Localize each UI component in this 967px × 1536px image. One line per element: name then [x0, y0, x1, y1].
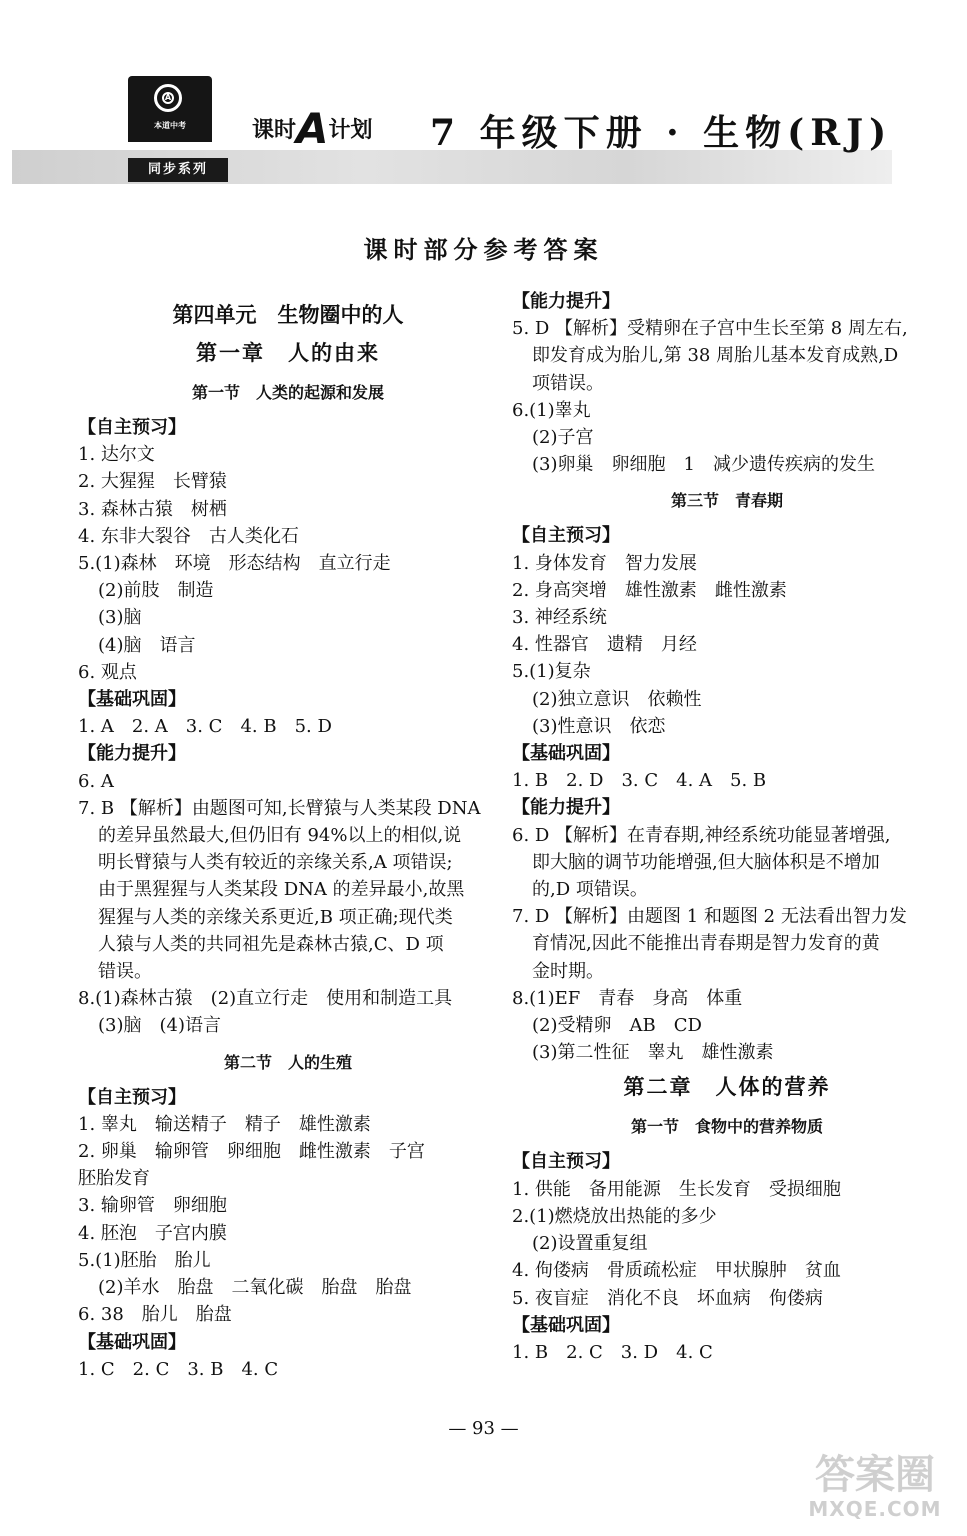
explanation-line: 即发育成为胎儿,第 38 周胎儿基本发育成熟,D	[532, 345, 899, 367]
explanation-line: 5. D 【解析】受精卵在子宫中生长至第 8 周左右,	[512, 318, 908, 340]
answer-line: 5. 夜盲症 消化不良 坏血病 佝偻病	[512, 1287, 823, 1309]
answer-line: (2)前肢 制造	[98, 580, 214, 602]
answer-line: (3)性意识 依恋	[532, 715, 666, 737]
answer-line: 5.(1)森林 环境 形态结构 直立行走	[78, 553, 391, 575]
explanation-line: 明长臂猿与人类有较近的亲缘关系,A 项错误;	[98, 852, 453, 874]
page-number: — 93 —	[448, 1418, 519, 1439]
answer-line: 【自主预习】	[78, 1086, 186, 1108]
answer-line: 【自主预习】	[512, 1151, 620, 1173]
section-title: 第一节 食物中的营养物质	[630, 1117, 823, 1137]
page-heading: 课时部分参考答案	[363, 235, 604, 264]
answer-line: 1. C 2. C 3. B 4. C	[78, 1358, 279, 1380]
explanation-line: 的差异虽然最大,但仍旧有 94%以上的相似,说	[98, 825, 462, 847]
answer-line: 【基础巩固】	[78, 689, 186, 711]
section-title: 第三节 青春期	[670, 491, 783, 511]
answer-line: 【基础巩固】	[512, 1314, 620, 1336]
answer-line: 3. 森林古猿 树栖	[78, 498, 227, 520]
answer-line: 6. A	[78, 770, 114, 792]
answer-line: 1. 身体发育 智力发展	[512, 552, 697, 574]
answer-line: 【能力提升】	[512, 291, 620, 312]
answer-line: (3)脑	[98, 607, 142, 629]
chapter-title: 第一章 人的由来	[196, 340, 380, 365]
explanation-line: 育情况,因此不能推出青春期是智力发育的黄	[532, 933, 880, 955]
answer-line: (2)设置重复组	[532, 1233, 648, 1255]
section-title: 第一节 人类的起源和发展	[191, 383, 384, 402]
answer-line: 4. 性器官 遗精 月经	[512, 634, 697, 656]
brand-logo: 课时A计划	[252, 104, 373, 153]
logo-circle-icon: A	[154, 84, 182, 112]
answer-line: 8.(1)森林古猿 (2)直立行走 使用和制造工具	[78, 988, 453, 1010]
answer-line: 2. 大猩猩 长臂猿	[78, 471, 227, 493]
explanation-line: 7. D 【解析】由题图 1 和题图 2 无法看出智力发	[512, 906, 907, 928]
explanation-line: 猩猩与人类的亲缘关系更近,B 项正确;现代类	[98, 906, 453, 928]
explanation-line: 6. D 【解析】在青春期,神经系统功能显著增强,	[512, 824, 891, 846]
answer-line: 6.(1)睾丸	[512, 399, 591, 421]
answer-line: (2)子宫	[532, 427, 594, 449]
answer-line: 【基础巩固】	[512, 743, 620, 765]
section-title: 第二节 人的生殖	[223, 1052, 352, 1072]
answer-line: 2. 卵巢 输卵管 卵细胞 雌性激素 子宫	[78, 1141, 425, 1163]
explanation-line: 由于黑猩猩与人类某段 DNA 的差异最小,故黑	[98, 879, 465, 901]
answer-line: (3)脑 (4)语言	[98, 1015, 221, 1037]
answer-line: 5.(1)胚胎 胎儿	[78, 1249, 211, 1271]
answer-line: 【能力提升】	[512, 797, 620, 819]
answer-line: 1. 供能 备用能源 生长发育 受损细胞	[512, 1178, 841, 1200]
answer-line: 胚胎发育	[78, 1168, 150, 1190]
answer-line: 1. B 2. D 3. C 4. A 5. B	[512, 770, 767, 792]
answer-line: (3)第二性征 睾丸 雄性激素	[532, 1042, 774, 1064]
answer-line: 【自主预习】	[512, 525, 620, 547]
right-column	[512, 288, 942, 1366]
answer-line: 3. 输卵管 卵细胞	[78, 1195, 227, 1217]
answer-line: 8.(1)EF 青春 身高 体重	[512, 987, 743, 1009]
explanation-line: 错误。	[98, 961, 152, 983]
answer-line: 4. 胚泡 子宫内膜	[78, 1222, 227, 1244]
site-watermark: 答案圈 MXQE.COM	[808, 1452, 942, 1521]
answer-line: (4)脑 语言	[98, 634, 196, 656]
answer-line: 4. 东非大裂谷 古人类化石	[78, 525, 299, 547]
answer-line: 1. 达尔文	[78, 444, 155, 466]
explanation-line: 金时期。	[532, 960, 604, 982]
answer-line: 1. 睾丸 输送精子 精子 雄性激素	[78, 1113, 371, 1135]
unit-title: 第四单元 生物圈中的人	[172, 302, 404, 327]
answer-line: 2. 身高突增 雄性激素 雌性激素	[512, 579, 787, 601]
answer-line: 【自主预习】	[78, 417, 186, 438]
logo-text: 本道中考	[154, 121, 186, 130]
explanation-line: 人猿与人类的共同祖先是森林古猿,C、D 项	[98, 933, 444, 955]
explanation-line: 即大脑的调节功能增强,但大脑体积是不增加	[532, 851, 880, 873]
answer-line: 4. 佝偻病 骨质疏松症 甲状腺肿 贫血	[512, 1260, 841, 1282]
answer-line: (3)卵巢 卵细胞 1 减少遗传疾病的发生	[532, 454, 875, 476]
answer-line: (2)羊水 胎盘 二氧化碳 胎盘 胎盘	[98, 1277, 412, 1299]
answer-line: 【基础巩固】	[78, 1331, 186, 1353]
answer-line: (2)独立意识 依赖性	[532, 688, 702, 710]
answer-line: (2)受精卵 AB CD	[532, 1015, 702, 1037]
series-tag: 同步系列	[128, 158, 228, 182]
chapter-title: 第二章 人体的营养	[623, 1074, 831, 1100]
answer-line: 5.(1)复杂	[512, 661, 591, 683]
left-column	[78, 288, 498, 1383]
explanation-line: 7. B 【解析】由题图可知,长臂猿与人类某段 DNA	[78, 797, 481, 819]
explanation-line: 项错误。	[532, 372, 604, 394]
answer-line: 【能力提升】	[78, 743, 186, 765]
publisher-logo	[128, 76, 212, 142]
answer-line: 6. 38 胎儿 胎盘	[78, 1304, 232, 1326]
book-title: 7 年级下册 · 生物(RJ)	[430, 112, 893, 154]
answer-line: 1. A 2. A 3. C 4. B 5. D	[78, 716, 332, 738]
answer-line: 2.(1)燃烧放出热能的多少	[512, 1205, 717, 1227]
answer-line: 1. B 2. C 3. D 4. C	[512, 1341, 713, 1363]
answer-line: 3. 神经系统	[512, 607, 607, 629]
answer-line: 6. 观点	[78, 661, 137, 683]
explanation-line: 的,D 项错误。	[532, 879, 648, 901]
